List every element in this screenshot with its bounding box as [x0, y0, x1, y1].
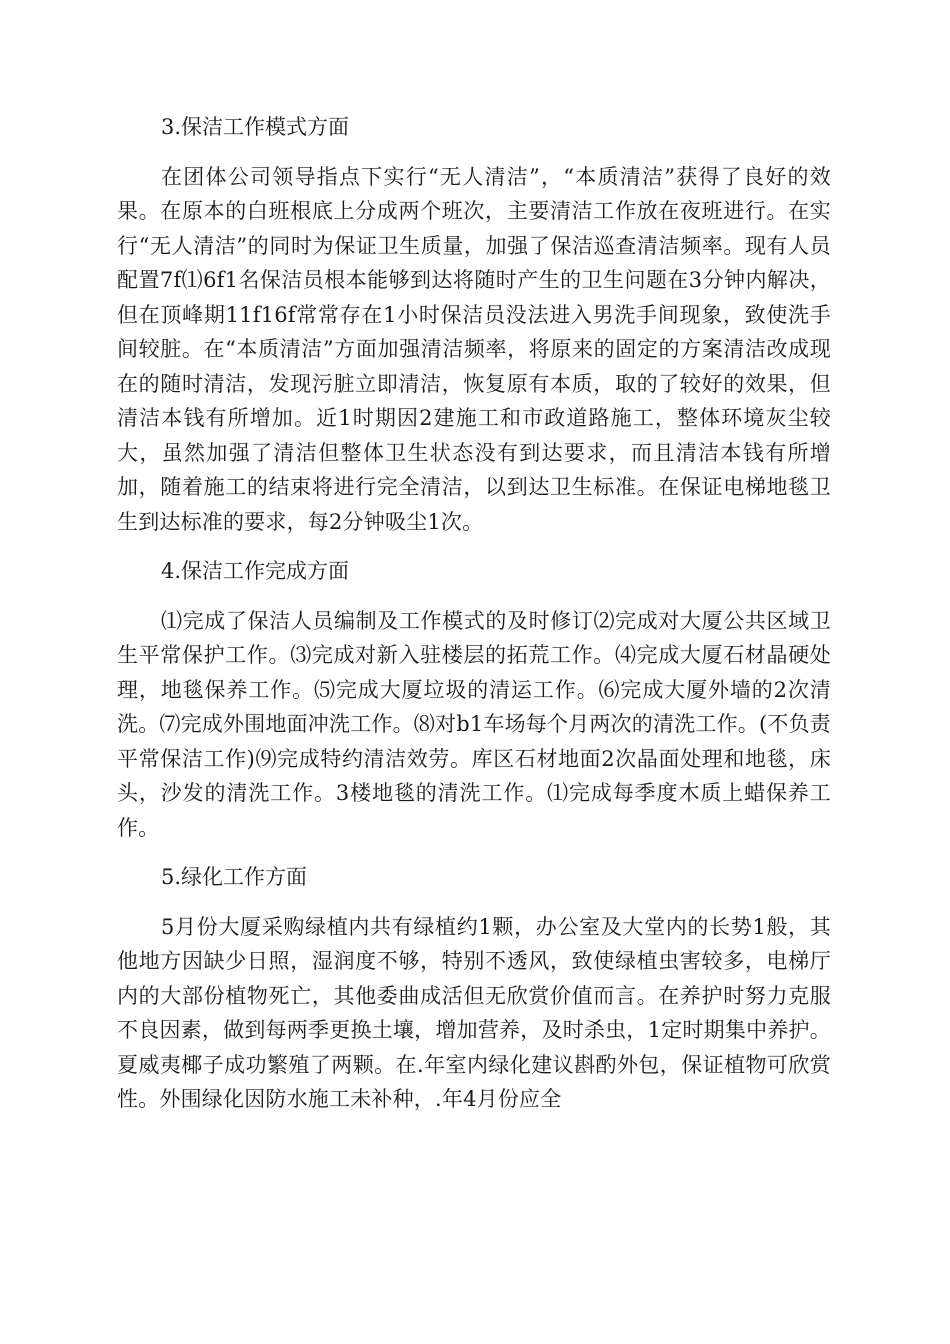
document-body: [117, 110, 831, 1132]
section-3-heading: 3.保洁工作模式方面: [161, 115, 350, 139]
section-4-heading: 4.保洁工作完成方面: [161, 559, 350, 583]
section-5-heading: 5.绿化工作方面: [161, 865, 308, 889]
section-4-paragraph: ⑴完成了保洁人员编制及工作模式的及时修订⑵完成对大厦公共区域卫生平常保护工作。⑶完成对新入驻楼层的拓荒工作。⑷完成大厦石材晶硬处理，地毯保养工作。⑸完成大厦垃圾的清运工作。⑹完成大厦外墙的2次清洗。⑺完成外围地面冲洗工作。⑻对b1车场每个月两次的清洗工作。(不负责平常保洁工作)⑼完成特约清洁效劳。库区石材地面2次晶面处理和地毯，床头，沙发的清洗工作。3楼地毯的清洗工作。⑴完成每季度木质上蜡保养工作。: [117, 608, 831, 840]
section-3-paragraph: 在团体公司领导指点下实行“无人清洁”，“本质清洁”获得了良好的效果。在原本的白班根底上分成两个班次，主要清洁工作放在夜班进行。在实行“无人清洁”的同时为保证卫生质量，加强了保洁巡查清洁频率。现有人员配置7f⑴6f1名保洁员根本能够到达将随时产生的卫生问题在3分钟内解决，但在顶峰期11f16f常常存在1小时保洁员没法进入男洗手间现象，致使洗手间较脏。在“本质清洁”方面加强清洁频率，将原来的固定的方案清洁改成现在的随时清洁，发现污脏立即清洁，恢复原有本质，取的了较好的效果，但清洁本钱有所增加。近1时期因2建施工和市政道路施工，整体环境灰尘较大，虽然加强了清洁但整体卫生状态没有到达要求，而且清洁本钱有所增加，随着施工的结束将进行完全清洁，以到达卫生标准。在保证电梯地毯卫生到达标准的要求，每2分钟吸尘1次。: [117, 164, 831, 534]
section-5-paragraph: 5月份大厦采购绿植内共有绿植约1颗，办公室及大堂内的长势1般，其他地方因缺少日照，湿润度不够，特别不透风，致使绿植虫害较多，电梯厅内的大部份植物死亡，其他委曲成活但无欣赏价值而言。在养护时努力克服不良因素，做到每两季更换土壤，增加营养，及时杀虫，1定时期集中养护。夏威夷椰子成功繁殖了两颗。在.年室内绿化建议斟酌外包，保证植物可欣赏性。外围绿化因防水施工未补种，.年4月份应全: [117, 914, 831, 1111]
